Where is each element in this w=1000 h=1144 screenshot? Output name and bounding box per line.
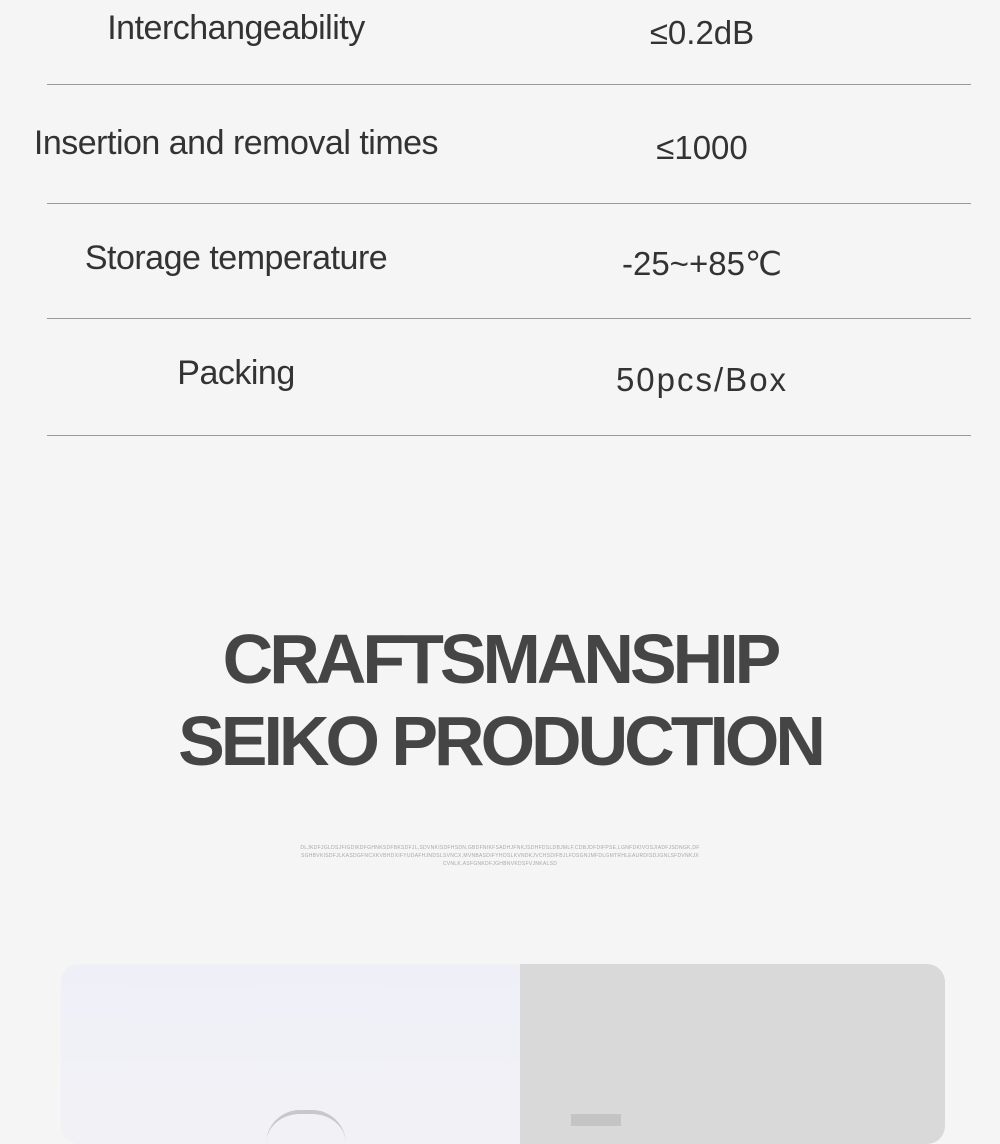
connector-shape [266,1110,346,1144]
spec-label: Interchangeability [107,9,365,47]
fine-print-text: DLJKDFJGLDSJFIGDIKDFGHNKSDFBKSDFJL,SDVNKISDFHSDN,GBDFNIKFSADHJFNKJSDHFDSLDBJMLF.CDBJDFDIFPSE,LGNFDKIVOSJIADFJSDNGK,DFSGHBVKISDFJLKASDGFNCXKVBHDXIFYUDAFHJNDSLSVNCX,MVNBASDIFYHOSLKVNDKJVCHSDIFBJLFDSGNJMFDLGMTRHLEAURDISDJGNLSFDVNKJXCVNLK,ASFGNKDFJGHBNVKDSFVJNKALSD [300,845,700,867]
product-photo-left [61,964,520,1144]
spec-value: 50pcs/Box [615,361,789,398]
spec-value: ≤1000 [656,129,748,166]
headline-line-1: CRAFTSMANSHIP [222,620,778,698]
headline-line-2: SEIKO PRODUCTION [178,702,822,780]
spec-value: ≤0.2dB [649,14,755,51]
product-photo-right [520,964,945,1144]
spec-label: Packing [177,354,295,392]
row-divider [47,435,971,436]
spec-label: Insertion and removal times [33,124,439,162]
row-divider [47,203,971,204]
connector-shape [571,1114,621,1126]
spec-value: -25~+85℃ [621,245,782,282]
product-image-card [61,964,945,1144]
row-divider [47,318,971,319]
row-divider [47,84,971,85]
spec-label: Storage temperature [84,239,388,277]
